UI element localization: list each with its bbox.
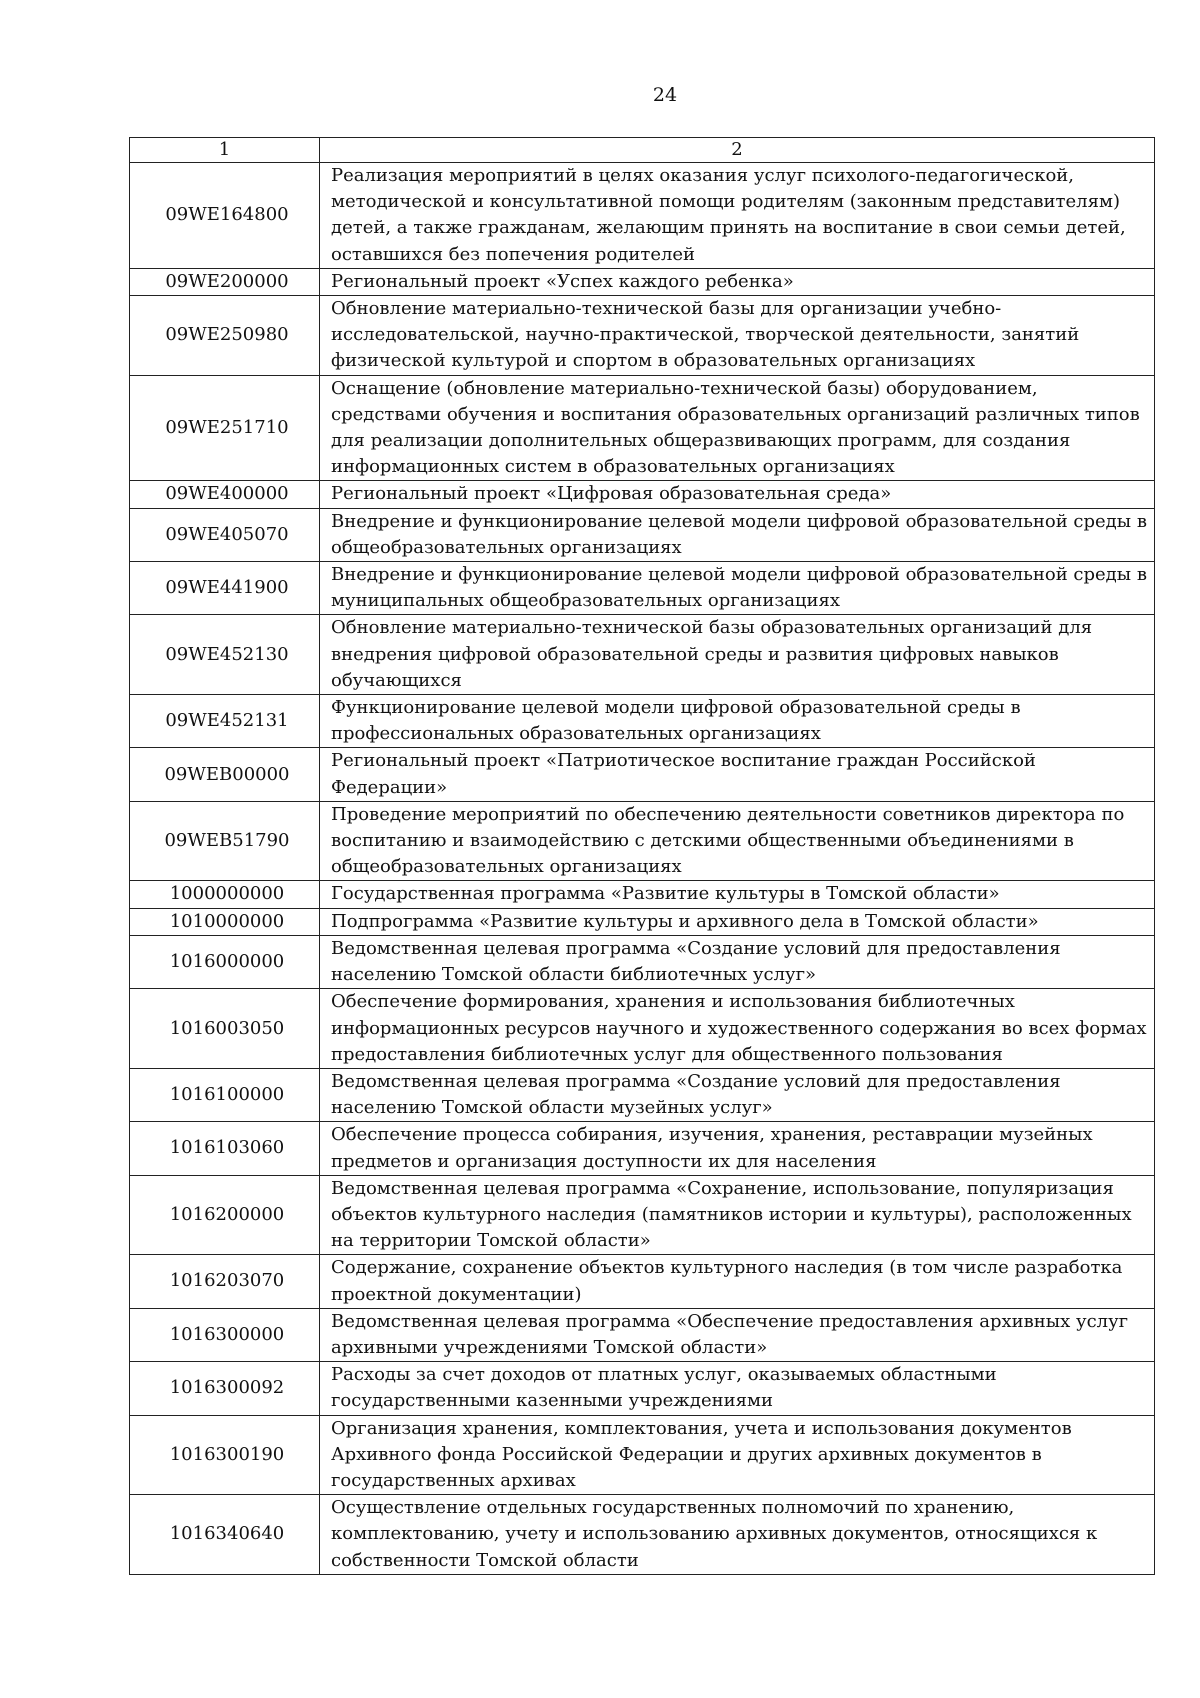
table-body bbox=[130, 138, 1155, 1575]
page-number: 24 bbox=[652, 84, 678, 106]
table-row bbox=[130, 1255, 1155, 1308]
table-header-row bbox=[130, 138, 1155, 163]
column-header-description: 2 bbox=[320, 138, 1155, 163]
row-description: Ведомственная целевая программа «Обеспечение предоставления архивных услуг архивными учреждениями Томской области» bbox=[320, 1308, 1155, 1361]
row-description: Государственная программа «Развитие культуры в Томской области» bbox=[320, 881, 1155, 908]
budget-classification-table bbox=[129, 137, 1155, 1575]
table-row bbox=[130, 1122, 1155, 1175]
row-description: Реализация мероприятий в целях оказания услуг психолого-педагогической, методической и консультативной помощи родителям (законным представителям) детей, а также гражданам, желающим принять на воспитание в свои семьи детей, оставшихся без попечения родителей bbox=[320, 163, 1155, 269]
table-row bbox=[130, 1362, 1155, 1415]
row-description: Внедрение и функционирование целевой модели цифровой образовательной среды в общеобразовательных организациях bbox=[320, 508, 1155, 561]
row-code: 1016100000 bbox=[130, 1068, 320, 1121]
row-code: 1016200000 bbox=[130, 1175, 320, 1255]
row-code: 1016103060 bbox=[130, 1122, 320, 1175]
row-description: Ведомственная целевая программа «Сохранение, использование, популяризация объектов культурного наследия (памятников истории и культуры), расположенных на территории Томской области» bbox=[320, 1175, 1155, 1255]
table-row bbox=[130, 748, 1155, 801]
row-code: 1016340640 bbox=[130, 1495, 320, 1575]
row-description: Осуществление отдельных государственных полномочий по хранению, комплектованию, учету и использованию архивных документов, относящихся к собственности Томской области bbox=[320, 1495, 1155, 1575]
row-code: 09WE251710 bbox=[130, 375, 320, 481]
row-code: 1016000000 bbox=[130, 935, 320, 988]
row-code: 09WEB51790 bbox=[130, 801, 320, 881]
table-row bbox=[130, 562, 1155, 615]
row-description: Подпрограмма «Развитие культуры и архивного дела в Томской области» bbox=[320, 908, 1155, 935]
table-row bbox=[130, 615, 1155, 695]
row-code: 09WE164800 bbox=[130, 163, 320, 269]
row-description: Содержание, сохранение объектов культурного наследия (в том числе разработка проектной документации) bbox=[320, 1255, 1155, 1308]
table-row bbox=[130, 881, 1155, 908]
row-code: 1010000000 bbox=[130, 908, 320, 935]
row-description: Обеспечение формирования, хранения и использования библиотечных информационных ресурсов научного и художественного содержания во всех формах предоставления библиотечных услуг для общественного пользования bbox=[320, 989, 1155, 1069]
table-row bbox=[130, 508, 1155, 561]
row-code: 09WEB00000 bbox=[130, 748, 320, 801]
table-row bbox=[130, 695, 1155, 748]
table-row bbox=[130, 375, 1155, 481]
table-row bbox=[130, 1415, 1155, 1495]
column-header-code: 1 bbox=[130, 138, 320, 163]
row-description: Внедрение и функционирование целевой модели цифровой образовательной среды в муниципальных общеобразовательных организациях bbox=[320, 562, 1155, 615]
row-description: Обновление материально-технической базы образовательных организаций для внедрения цифровой образовательной среды и развития цифровых навыков обучающихся bbox=[320, 615, 1155, 695]
row-code: 09WE250980 bbox=[130, 296, 320, 376]
row-code: 1016203070 bbox=[130, 1255, 320, 1308]
table-row bbox=[130, 801, 1155, 881]
row-code: 1016300190 bbox=[130, 1415, 320, 1495]
table-row bbox=[130, 1495, 1155, 1575]
table-row bbox=[130, 908, 1155, 935]
row-code: 09WE452130 bbox=[130, 615, 320, 695]
table-row bbox=[130, 296, 1155, 376]
row-description: Функционирование целевой модели цифровой образовательной среды в профессиональных образовательных организациях bbox=[320, 695, 1155, 748]
row-code: 09WE400000 bbox=[130, 481, 320, 508]
table-row bbox=[130, 935, 1155, 988]
row-code: 1016300092 bbox=[130, 1362, 320, 1415]
row-description: Региональный проект «Патриотическое воспитание граждан Российской Федерации» bbox=[320, 748, 1155, 801]
row-description: Региональный проект «Успех каждого ребенка» bbox=[320, 268, 1155, 295]
row-description: Обновление материально-технической базы для организации учебно-исследовательской, научно-практической, творческой деятельности, занятий физической культурой и спортом в образовательных организациях bbox=[320, 296, 1155, 376]
row-code: 09WE452131 bbox=[130, 695, 320, 748]
row-description: Обеспечение процесса собирания, изучения, хранения, реставрации музейных предметов и организация доступности их для населения bbox=[320, 1122, 1155, 1175]
row-code: 1000000000 bbox=[130, 881, 320, 908]
table-row bbox=[130, 1068, 1155, 1121]
row-code: 09WE405070 bbox=[130, 508, 320, 561]
row-code: 09WE200000 bbox=[130, 268, 320, 295]
row-description: Расходы за счет доходов от платных услуг, оказываемых областными государственными казенными учреждениями bbox=[320, 1362, 1155, 1415]
row-code: 09WE441900 bbox=[130, 562, 320, 615]
table-row bbox=[130, 1175, 1155, 1255]
row-code: 1016300000 bbox=[130, 1308, 320, 1361]
row-description: Ведомственная целевая программа «Создание условий для предоставления населению Томской области музейных услуг» bbox=[320, 1068, 1155, 1121]
row-description: Проведение мероприятий по обеспечению деятельности советников директора по воспитанию и взаимодействию с детскими общественными объединениями в общеобразовательных организациях bbox=[320, 801, 1155, 881]
row-description: Оснащение (обновление материально-технической базы) оборудованием, средствами обучения и воспитания образовательных организаций различных типов для реализации дополнительных общеразвивающих программ, для создания информационных систем в образовательных организациях bbox=[320, 375, 1155, 481]
table-row bbox=[130, 989, 1155, 1069]
row-description: Региональный проект «Цифровая образовательная среда» bbox=[320, 481, 1155, 508]
row-code: 1016003050 bbox=[130, 989, 320, 1069]
row-description: Организация хранения, комплектования, учета и использования документов Архивного фонда Российской Федерации и других архивных документов в государственных архивах bbox=[320, 1415, 1155, 1495]
row-description: Ведомственная целевая программа «Создание условий для предоставления населению Томской области библиотечных услуг» bbox=[320, 935, 1155, 988]
table-row bbox=[130, 1308, 1155, 1361]
table-row bbox=[130, 268, 1155, 295]
table-row bbox=[130, 163, 1155, 269]
table-row bbox=[130, 481, 1155, 508]
